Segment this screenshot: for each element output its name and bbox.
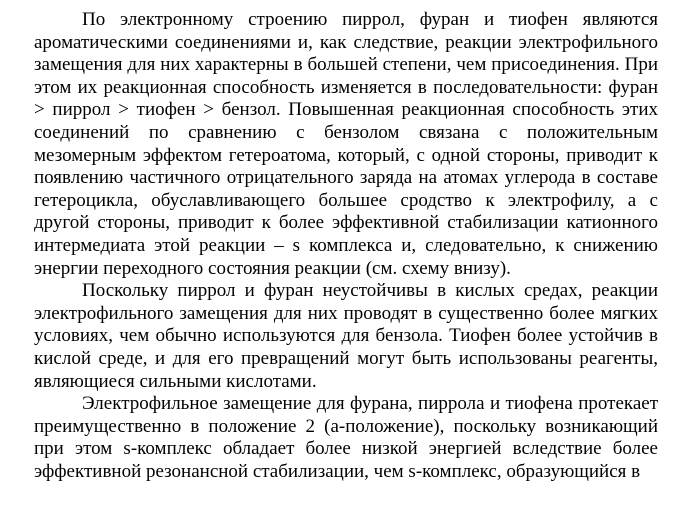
document-body <box>34 9 658 483</box>
paragraph-3: Электрофильное замещение для фурана, пиррола и тиофена протекает преимущественно в положение 2 (a-положение), поскольку возникающий при этом s-комплекс обладает более низкой энергией вследствие более эффективной резонансной стабилизации, чем s-комплекс, образующийся в <box>34 393 658 482</box>
paragraph-1: По электронному строению пиррол, фуран и тиофен являются ароматическими соединениями и, как следствие, реакции электрофильного замещения для них характерны в большей степени, чем присоединения. При этом их реакционная способность изменяется в последовательности: фуран > пиррол > тиофен > бензол. Повышенная реакционная способность этих соединений по сравнению с бензолом связана с положительным мезомерным эффектом гетероатома, который, с одной стороны, приводит к появлению частичного отрицательного заряда на атомах углерода в составе гетероцикла, обуславливающего большее сродство к электрофилу, а с другой стороны, приводит к более эффективной стабилизации катионного интермедиата этой реакции – s комплекса и, следовательно, к снижению энергии переходного состояния реакции (см. схему внизу). <box>34 9 658 279</box>
paragraph-2: Поскольку пиррол и фуран неустойчивы в кислых средах, реакции электрофильного замещения для них проводят в существенно более мягких условиях, чем обычно используются для бензола. Тиофен более устойчив в кислой среде, и для его превращений могут быть использованы реагенты, являющиеся сильными кислотами. <box>34 280 658 392</box>
